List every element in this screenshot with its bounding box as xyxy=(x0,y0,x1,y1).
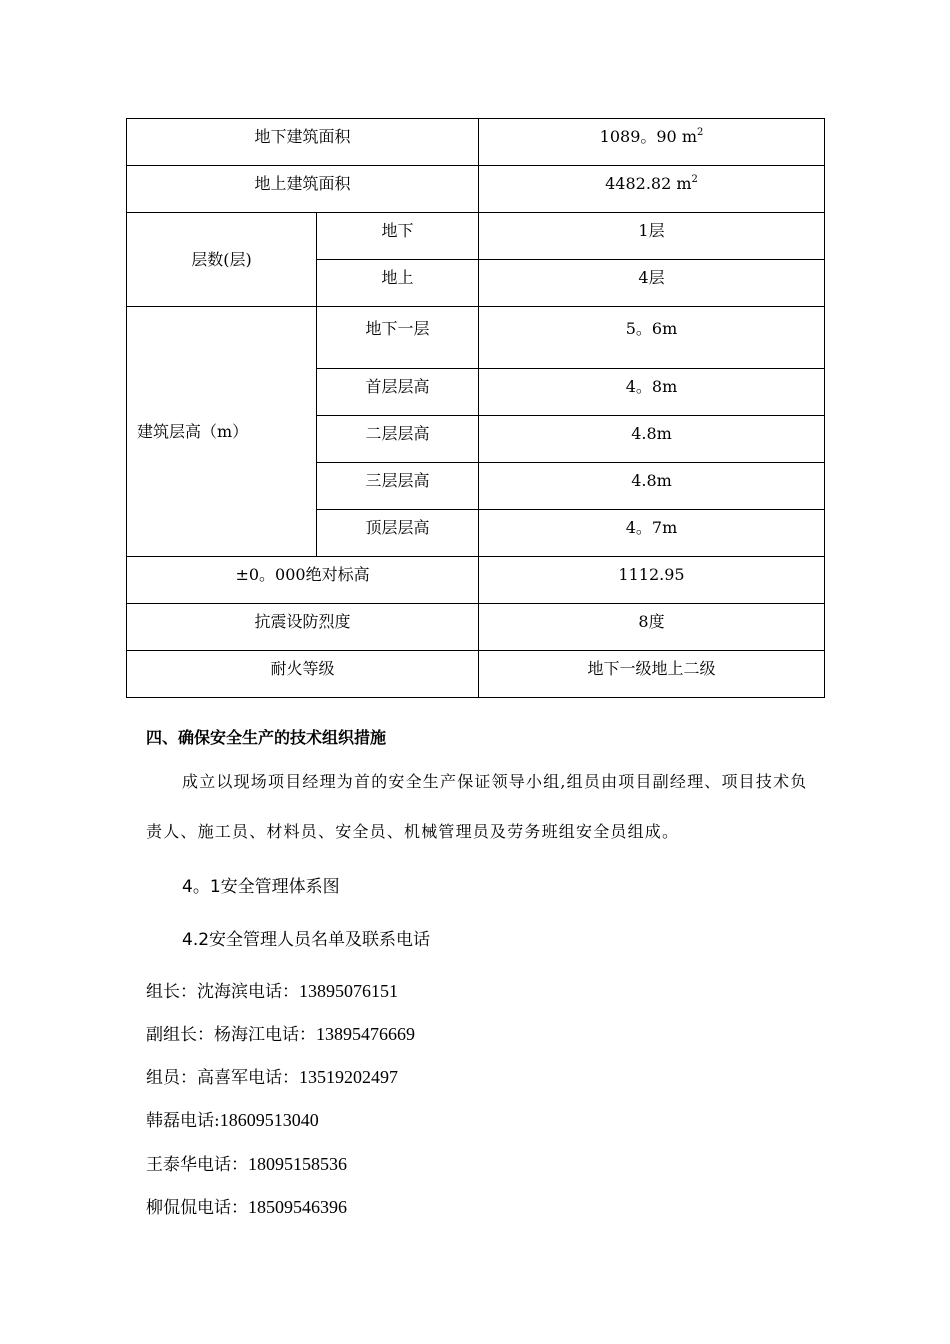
height-row-label: 二层层高 xyxy=(317,416,479,463)
height-row-label: 顶层层高 xyxy=(317,510,479,557)
aboveground-area-value: 4482.82 $m^2$ xyxy=(479,166,825,213)
floor-value: 4层 xyxy=(479,260,825,307)
table-row xyxy=(127,119,825,166)
table-row xyxy=(127,557,825,604)
height-row-value: 4。8m xyxy=(479,369,825,416)
section-heading: 四、确保安全生产的技术组织措施 xyxy=(146,728,387,747)
underground-area-label: 地下建筑面积 xyxy=(127,119,479,166)
height-row-value: 4.8m xyxy=(479,416,825,463)
table-row xyxy=(127,651,825,698)
floors-label: 层数(层) xyxy=(127,213,317,307)
building-spec-table xyxy=(126,118,825,698)
height-row-value: 5。6m xyxy=(479,307,825,369)
elevation-label: ±0。000绝对标高 xyxy=(127,557,479,604)
height-row-label: 三层层高 xyxy=(317,463,479,510)
floor-label: 地上 xyxy=(317,260,479,307)
height-label: 建筑层高（m） xyxy=(127,307,317,557)
elevation-value: 1112.95 xyxy=(479,557,825,604)
height-row-label: 首层层高 xyxy=(317,369,479,416)
height-row-value: 4。7m xyxy=(479,510,825,557)
contact-line: 柳侃侃电话：18509546396 xyxy=(146,1197,347,1218)
contact-line: 组员：高喜军电话：13519202497 xyxy=(146,1067,398,1088)
height-row-value: 4.8m xyxy=(479,463,825,510)
height-row-label: 地下一层 xyxy=(317,307,479,369)
fire-value: 地下一级地上二级 xyxy=(479,651,825,698)
floor-value: 1层 xyxy=(479,213,825,260)
subheading-system-chart: 4。1安全管理体系图 xyxy=(182,877,340,897)
table-row xyxy=(127,166,825,213)
contact-line: 王泰华电话：18095158536 xyxy=(146,1154,347,1175)
contact-line: 韩磊电话:18609513040 xyxy=(146,1110,319,1131)
table-row xyxy=(127,307,825,369)
contact-line: 组长：沈海滨电话：13895076151 xyxy=(146,981,398,1002)
subheading-contact-list: 4.2安全管理人员名单及联系电话 xyxy=(182,930,431,950)
floor-label: 地下 xyxy=(317,213,479,260)
section-paragraph: 成立以现场项目经理为首的安全生产保证领导小组,组员由项目副经理、项目技术负责人、施工员、材料员、安全员、机械管理员及劳务班组安全员组成。 xyxy=(146,772,808,841)
contact-line: 副组长：杨海江电话：13895476669 xyxy=(146,1024,415,1045)
aboveground-area-label: 地上建筑面积 xyxy=(127,166,479,213)
table-row xyxy=(127,604,825,651)
underground-area-value: 1089。90 $m^2$ xyxy=(479,119,825,166)
seismic-value: 8度 xyxy=(479,604,825,651)
seismic-label: 抗震设防烈度 xyxy=(127,604,479,651)
fire-label: 耐火等级 xyxy=(127,651,479,698)
table-row xyxy=(127,213,825,260)
